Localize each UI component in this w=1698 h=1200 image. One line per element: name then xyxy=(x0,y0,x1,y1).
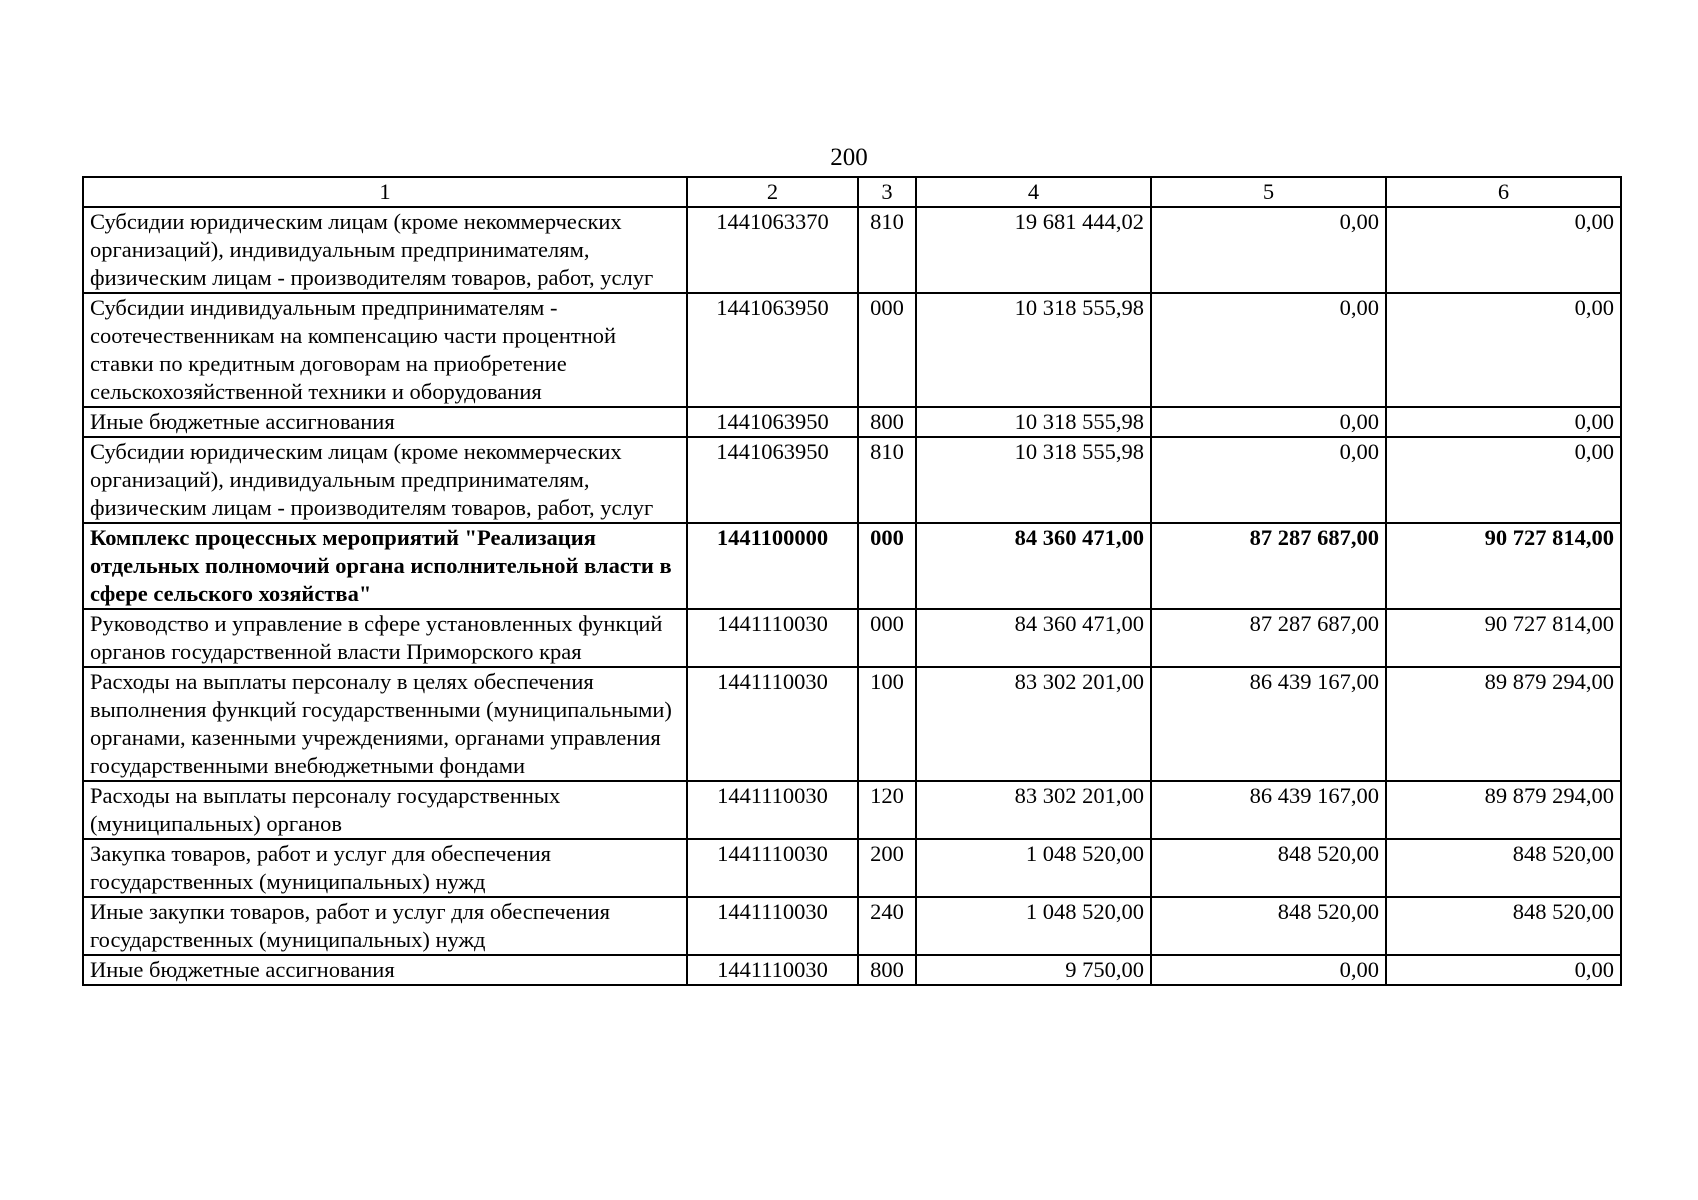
amount-col6-cell: 89 879 294,00 xyxy=(1386,667,1621,781)
target-article-cell: 1441110030 xyxy=(687,667,858,781)
amount-col5-cell: 0,00 xyxy=(1151,293,1386,407)
page-number: 200 xyxy=(830,144,868,171)
expense-type-cell: 000 xyxy=(858,609,916,667)
expense-type-cell: 100 xyxy=(858,667,916,781)
expense-type-cell: 000 xyxy=(858,523,916,609)
target-article-cell: 1441110030 xyxy=(687,609,858,667)
amount-col5-cell: 86 439 167,00 xyxy=(1151,781,1386,839)
expense-type-cell: 800 xyxy=(858,407,916,437)
row-name-cell: Субсидии юридическим лицам (кроме некоммерческих организаций), индивидуальным предпринимателям, физическим лицам - производителям товаров, работ, услуг xyxy=(83,207,687,293)
target-article-cell: 1441110030 xyxy=(687,897,858,955)
amount-col6-cell: 848 520,00 xyxy=(1386,839,1621,897)
table-row xyxy=(83,897,1621,955)
amount-col6-cell: 89 879 294,00 xyxy=(1386,781,1621,839)
target-article-cell: 1441110030 xyxy=(687,955,858,985)
expense-type-cell: 200 xyxy=(858,839,916,897)
table-row xyxy=(83,839,1621,897)
amount-col6-cell: 0,00 xyxy=(1386,407,1621,437)
target-article-cell: 1441063950 xyxy=(687,293,858,407)
expense-type-cell: 810 xyxy=(858,437,916,523)
target-article-cell: 1441063950 xyxy=(687,407,858,437)
amount-col6-cell: 0,00 xyxy=(1386,293,1621,407)
header-row xyxy=(83,177,1621,207)
row-name-cell: Субсидии индивидуальным предпринимателям - соотечественникам на компенсацию части процентной ставки по кредитным договорам на приобретение сельскохозяйственной техники и оборудования xyxy=(83,293,687,407)
row-name-cell: Руководство и управление в сфере установленных функций органов государственной власти Приморского края xyxy=(83,609,687,667)
column-header: 4 xyxy=(916,177,1151,207)
budget-table xyxy=(82,176,1622,986)
amount-col5-cell: 848 520,00 xyxy=(1151,897,1386,955)
amount-col4-cell: 83 302 201,00 xyxy=(916,667,1151,781)
row-name-cell: Иные закупки товаров, работ и услуг для обеспечения государственных (муниципальных) нужд xyxy=(83,897,687,955)
amount-col6-cell: 90 727 814,00 xyxy=(1386,609,1621,667)
row-name-cell: Расходы на выплаты персоналу государственных (муниципальных) органов xyxy=(83,781,687,839)
amount-col6-cell: 90 727 814,00 xyxy=(1386,523,1621,609)
amount-col5-cell: 0,00 xyxy=(1151,955,1386,985)
expense-type-cell: 800 xyxy=(858,955,916,985)
amount-col5-cell: 86 439 167,00 xyxy=(1151,667,1386,781)
amount-col5-cell: 848 520,00 xyxy=(1151,839,1386,897)
row-name-cell: Иные бюджетные ассигнования xyxy=(83,407,687,437)
target-article-cell: 1441063370 xyxy=(687,207,858,293)
amount-col5-cell: 87 287 687,00 xyxy=(1151,523,1386,609)
expense-type-cell: 000 xyxy=(858,293,916,407)
amount-col4-cell: 1 048 520,00 xyxy=(916,897,1151,955)
row-name-cell: Иные бюджетные ассигнования xyxy=(83,955,687,985)
row-name-cell: Закупка товаров, работ и услуг для обеспечения государственных (муниципальных) нужд xyxy=(83,839,687,897)
amount-col4-cell: 10 318 555,98 xyxy=(916,293,1151,407)
table-row xyxy=(83,293,1621,407)
amount-col5-cell: 0,00 xyxy=(1151,437,1386,523)
amount-col5-cell: 0,00 xyxy=(1151,207,1386,293)
amount-col6-cell: 0,00 xyxy=(1386,437,1621,523)
amount-col4-cell: 10 318 555,98 xyxy=(916,407,1151,437)
table-row xyxy=(83,207,1621,293)
column-header: 2 xyxy=(687,177,858,207)
amount-col6-cell: 0,00 xyxy=(1386,955,1621,985)
column-header: 1 xyxy=(83,177,687,207)
row-name-cell: Расходы на выплаты персоналу в целях обеспечения выполнения функций государственными (муниципальными) органами, казенными учреждениями, органами управления государственными внебюджетными фондами xyxy=(83,667,687,781)
amount-col5-cell: 0,00 xyxy=(1151,407,1386,437)
table-row xyxy=(83,781,1621,839)
target-article-cell: 1441063950 xyxy=(687,437,858,523)
amount-col4-cell: 1 048 520,00 xyxy=(916,839,1151,897)
table-row xyxy=(83,609,1621,667)
amount-col4-cell: 9 750,00 xyxy=(916,955,1151,985)
target-article-cell: 1441110030 xyxy=(687,781,858,839)
amount-col4-cell: 84 360 471,00 xyxy=(916,523,1151,609)
amount-col4-cell: 83 302 201,00 xyxy=(916,781,1151,839)
expense-type-cell: 240 xyxy=(858,897,916,955)
target-article-cell: 1441100000 xyxy=(687,523,858,609)
amount-col4-cell: 19 681 444,02 xyxy=(916,207,1151,293)
expense-type-cell: 120 xyxy=(858,781,916,839)
row-name-cell: Комплекс процессных мероприятий "Реализация отдельных полномочий органа исполнительной власти в сфере сельского хозяйства" xyxy=(83,523,687,609)
table-row xyxy=(83,523,1621,609)
amount-col4-cell: 84 360 471,00 xyxy=(916,609,1151,667)
column-header: 3 xyxy=(858,177,916,207)
row-name-cell: Субсидии юридическим лицам (кроме некоммерческих организаций), индивидуальным предпринимателям, физическим лицам - производителям товаров, работ, услуг xyxy=(83,437,687,523)
target-article-cell: 1441110030 xyxy=(687,839,858,897)
amount-col6-cell: 848 520,00 xyxy=(1386,897,1621,955)
amount-col5-cell: 87 287 687,00 xyxy=(1151,609,1386,667)
table-row xyxy=(83,437,1621,523)
amount-col6-cell: 0,00 xyxy=(1386,207,1621,293)
amount-col4-cell: 10 318 555,98 xyxy=(916,437,1151,523)
table-row xyxy=(83,667,1621,781)
column-header: 5 xyxy=(1151,177,1386,207)
column-header: 6 xyxy=(1386,177,1621,207)
table-row xyxy=(83,955,1621,985)
table-row xyxy=(83,407,1621,437)
expense-type-cell: 810 xyxy=(858,207,916,293)
